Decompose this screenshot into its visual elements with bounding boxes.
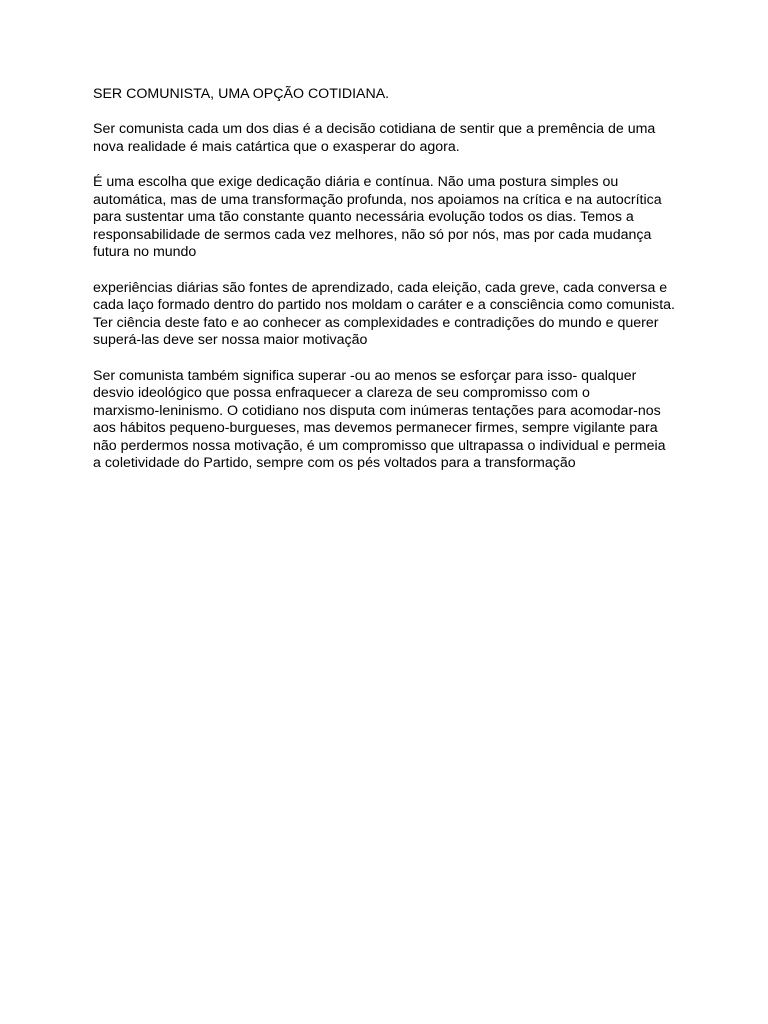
- text-line: para sustentar uma tão constante quanto necessária evolução todos os dias. Temos a: [93, 209, 634, 226]
- document-page: [93, 86, 693, 491]
- text-line: responsabilidade de sermos cada vez melhores, não só por nós, mas por cada mudança: [93, 226, 652, 243]
- text-line: superá-las deve ser nossa maior motivação: [93, 332, 368, 349]
- text-line: aos hábitos pequeno-burgueses, mas devemos permanecer firmes, sempre vigilante para: [93, 420, 658, 437]
- text-line: automática, mas de uma transformação profunda, nos apoiamos na crítica e na autocrítica: [93, 191, 662, 208]
- text-line: a coletividade do Partido, sempre com os pés voltados para a transformação: [93, 455, 576, 472]
- text-line: Ser comunista também significa superar -ou ao menos se esforçar para isso- qualquer: [93, 367, 637, 384]
- paragraph-4: [93, 368, 693, 474]
- paragraph-2: [93, 174, 693, 262]
- text-line: Ser comunista cada um dos dias é a decisão cotidiana de sentir que a premência de uma: [93, 121, 656, 138]
- text-line: futura no mundo: [93, 244, 197, 261]
- paragraph-1: [93, 121, 693, 156]
- text-line: não perdermos nossa motivação, é um compromisso que ultrapassa o individual e permeia: [93, 437, 666, 454]
- text-line: nova realidade é mais catártica que o exasperar do agora.: [93, 138, 460, 155]
- text-line: desvio ideológico que possa enfraquecer a clareza de seu compromisso com o: [93, 385, 590, 402]
- text-line: experiências diárias são fontes de aprendizado, cada eleição, cada greve, cada conversa e: [93, 279, 668, 296]
- text-line: Ter ciência deste fato e ao conhecer as complexidades e contradições do mundo e querer: [93, 314, 659, 331]
- text-line: É uma escolha que exige dedicação diária e contínua. Não uma postura simples ou: [93, 173, 619, 190]
- paragraph-3: [93, 280, 693, 350]
- document-title: SER COMUNISTA, UMA OPÇÃO COTIDIANA.: [93, 86, 390, 102]
- text-line: marxismo-leninismo. O cotidiano nos disputa com inúmeras tentações para acomodar-nos: [93, 402, 661, 419]
- text-line: cada laço formado dentro do partido nos moldam o caráter e a consciência como comunista.: [93, 297, 675, 314]
